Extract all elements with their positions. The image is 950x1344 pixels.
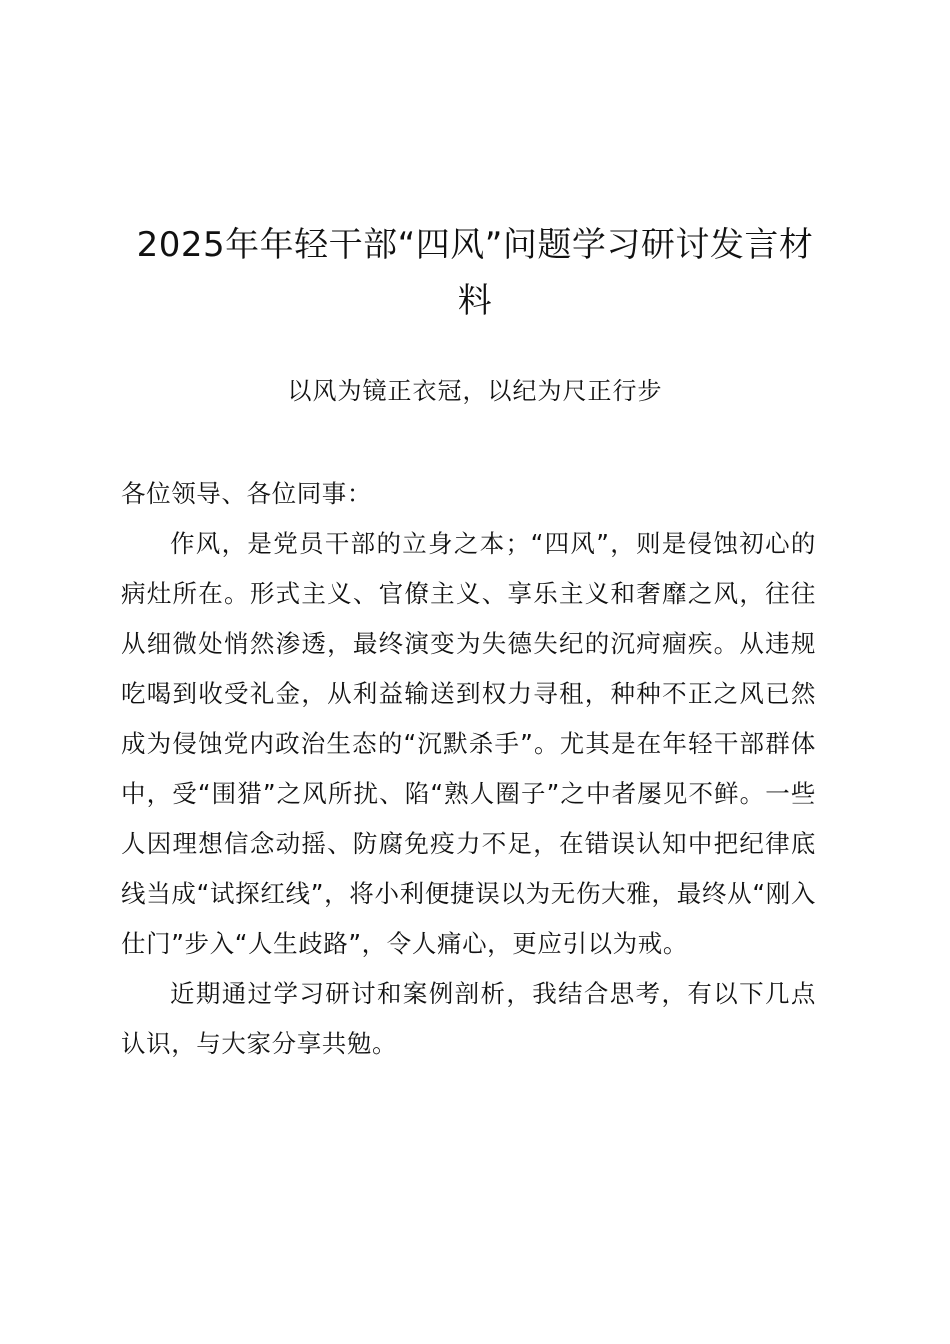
- document-body: [121, 469, 816, 1069]
- document-subtitle: 以风为镜正衣冠，以纪为尺正行步: [287, 377, 663, 405]
- document-title-line2: 料: [457, 281, 493, 321]
- body-paragraph-1: 作风，是党员干部的立身之本；“四风”，则是侵蚀初心的病灶所在。形式主义、官僚主义、享乐主义和奢靡之风，往往从细微处悄然渗透，最终演变为失德失纪的沉疴痼疾。从违规吃喝到收受礼金，从利益输送到权力寻租，种种不正之风已然成为侵蚀党内政治生态的“沉默杀手”。尤其是在年轻干部群体中，受“围猎”之风所扰、陷“熟人圈子”之中者屡见不鲜。一些人因理想信念动摇、防腐免疫力不足，在错误认知中把纪律底线当成“试探红线”，将小利便捷误以为无伤大雅，最终从“刚入仕门”步入“人生歧路”，令人痛心，更应引以为戒。: [121, 529, 816, 958]
- salutation: 各位领导、各位同事：: [121, 479, 372, 508]
- document-title-line1: 2025年年轻干部“四风”问题学习研讨发言材: [136, 225, 814, 265]
- body-paragraph-2: 近期通过学习研讨和案例剖析，我结合思考，有以下几点认识，与大家分享共勉。: [121, 979, 816, 1058]
- document-title: [90, 217, 860, 329]
